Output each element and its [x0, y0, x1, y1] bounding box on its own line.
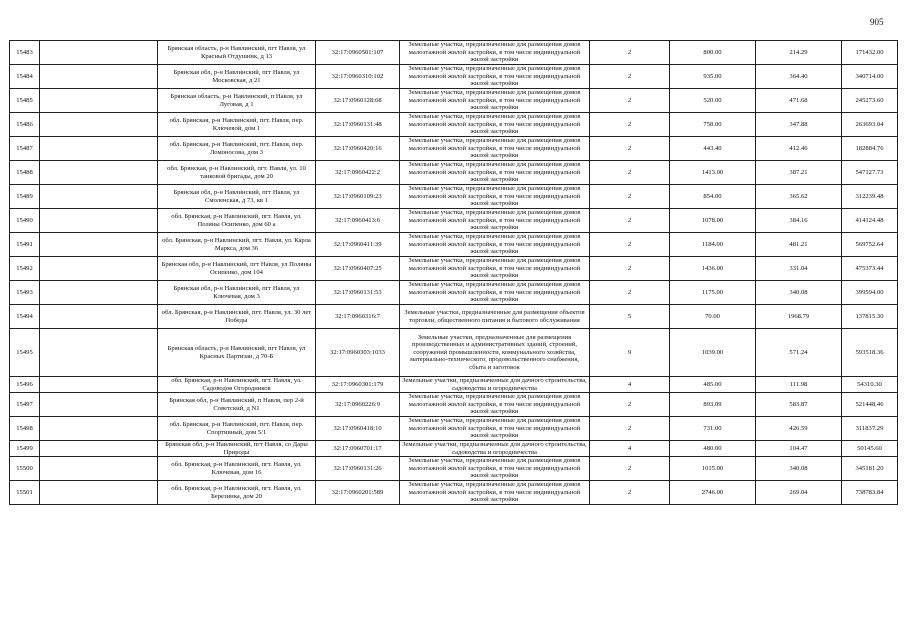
- table-cell-id: 15501: [10, 481, 40, 505]
- table-cell-cadastral-number: 32:17:0960131:48: [316, 113, 400, 137]
- table-cell-address: обл. Брянская, р-н Навлинский, пгт. Навля, ул. Карла Маркса, дом 36: [158, 233, 316, 257]
- table-cell-cadastral-value: 521448.46: [842, 393, 898, 417]
- table-cell-id: 15499: [10, 441, 40, 457]
- table-cell-empty: [40, 257, 158, 281]
- table-cell-cadastral-value: 340714.00: [842, 65, 898, 89]
- table-cell-id: 15483: [10, 41, 40, 65]
- table-cell-address: обл. Брянская, р-н Навлинский, пгт. Навля, ул. 30 лет Победы: [158, 305, 316, 329]
- table-cell-area: 758.00: [670, 113, 756, 137]
- table-cell-address: обл. Брянская, р-н Навлинский, пгт. Навля, пер. Ломоносова, дом 3: [158, 137, 316, 161]
- table-cell-category: 2: [590, 417, 670, 441]
- table-cell-unit-value: 340.08: [756, 457, 842, 481]
- table-cell-address: обл. Брянская, р-н Навлинский, пгт. Навля, ул. 10 танковой бригады, дом 20: [158, 161, 316, 185]
- table-cell-cadastral-number: 32:17:0960418:10: [316, 417, 400, 441]
- table-cell-permitted-use: Земельные участки, предназначенные для размещения домов малоэтажной жилой застройки, в том числе индивидуальной жилой застройки: [400, 209, 590, 233]
- land-registry-table: [9, 40, 898, 505]
- table-cell-cadastral-value: 182884.76: [842, 137, 898, 161]
- table-cell-category: 2: [590, 113, 670, 137]
- table-row: [10, 89, 898, 113]
- table-cell-permitted-use: Земельные участки, предназначенные для размещения домов малоэтажной жилой застройки, в том числе индивидуальной жилой застройки: [400, 257, 590, 281]
- table-cell-cadastral-value: 311837.29: [842, 417, 898, 441]
- table-cell-category: 2: [590, 89, 670, 113]
- table-cell-area: 1015.00: [670, 457, 756, 481]
- table-cell-category: 2: [590, 481, 670, 505]
- table-cell-address: Брянская обл, р-н Навлинский, пгт Навля, ул Московская, д 21: [158, 65, 316, 89]
- table-cell-permitted-use: Земельные участки, предназначенные для размещения домов малоэтажной жилой застройки, в том числе индивидуальной жилой застройки: [400, 41, 590, 65]
- table-cell-cadastral-value: 475373.44: [842, 257, 898, 281]
- table-cell-id: 15495: [10, 329, 40, 377]
- table-row: [10, 281, 898, 305]
- table-cell-area: 485.00: [670, 377, 756, 393]
- table-cell-empty: [40, 329, 158, 377]
- table-cell-area: 800.00: [670, 41, 756, 65]
- table-row: [10, 393, 898, 417]
- page-number: 905: [870, 17, 884, 27]
- table-cell-cadastral-number: 32:17:0960407:25: [316, 257, 400, 281]
- table-cell-id: 15489: [10, 185, 40, 209]
- table-cell-cadastral-number: 32:17:0960301:179: [316, 377, 400, 393]
- table-cell-address: Брянская область, р-н Навлинский, пгт Навля, ул Красных Партизан, д 70-Б: [158, 329, 316, 377]
- table-cell-empty: [40, 305, 158, 329]
- table-row: [10, 233, 898, 257]
- table-cell-permitted-use: Земельные участки, предназначенные для размещения домов малоэтажной жилой застройки, в том числе индивидуальной жилой застройки: [400, 481, 590, 505]
- table-cell-cadastral-value: 137815.30: [842, 305, 898, 329]
- table-cell-cadastral-number: 32:17:0960201:589: [316, 481, 400, 505]
- table-cell-cadastral-number: 32:17:0960226:9: [316, 393, 400, 417]
- table-cell-category: 2: [590, 161, 670, 185]
- table-cell-permitted-use: Земельные участки, предназначенные для размещения домов малоэтажной жилой застройки, в том числе индивидуальной жилой застройки: [400, 113, 590, 137]
- table-cell-id: 15494: [10, 305, 40, 329]
- table-cell-unit-value: 111.98: [756, 377, 842, 393]
- table-cell-address: обл. Брянская, р-н Навлинский, пгт. Навля, ул. Поляны Осипенко, дом 60 а: [158, 209, 316, 233]
- table-cell-unit-value: 1968.79: [756, 305, 842, 329]
- table-row: [10, 161, 898, 185]
- table-cell-permitted-use: Земельные участки, предназначенные для размещения объектов торговли, общественного питания и бытового обслуживания: [400, 305, 590, 329]
- table-row: [10, 457, 898, 481]
- table-cell-unit-value: 269.04: [756, 481, 842, 505]
- table-cell-unit-value: 412.46: [756, 137, 842, 161]
- table-cell-permitted-use: Земельные участки, предназначенные для размещения домов малоэтажной жилой застройки, в том числе индивидуальной жилой застройки: [400, 233, 590, 257]
- table-cell-permitted-use: Земельные участки, предназначенные для дачного строительства, садоводства и огородничества: [400, 377, 590, 393]
- table-cell-category: 9: [590, 329, 670, 377]
- table-cell-area: 1175.00: [670, 281, 756, 305]
- table-cell-cadastral-number: 32:17:0960128:68: [316, 89, 400, 113]
- table-cell-permitted-use: Земельные участки, предназначенные для размещения домов малоэтажной жилой застройки, в том числе индивидуальной жилой застройки: [400, 417, 590, 441]
- table-cell-empty: [40, 185, 158, 209]
- table-cell-id: 15488: [10, 161, 40, 185]
- table-cell-unit-value: 347.88: [756, 113, 842, 137]
- table-row: [10, 41, 898, 65]
- table-cell-id: 15490: [10, 209, 40, 233]
- table-cell-permitted-use: Земельные участки, предназначенные для размещения домов малоэтажной жилой застройки, в том числе индивидуальной жилой застройки: [400, 393, 590, 417]
- table-cell-address: Брянская обл, р-н Навлинский, п Навля, пер 2-й Советский, д N1: [158, 393, 316, 417]
- table-cell-empty: [40, 65, 158, 89]
- table-cell-unit-value: 331.04: [756, 257, 842, 281]
- table-cell-id: 15497: [10, 393, 40, 417]
- table-cell-cadastral-value: 547127.73: [842, 161, 898, 185]
- table-cell-category: 2: [590, 257, 670, 281]
- table-cell-cadastral-number: 32:17:0960422:2: [316, 161, 400, 185]
- table-cell-unit-value: 340.08: [756, 281, 842, 305]
- table-cell-area: 893.09: [670, 393, 756, 417]
- table-cell-area: 443.40: [670, 137, 756, 161]
- table-cell-cadastral-value: 54310.30: [842, 377, 898, 393]
- table-row: [10, 185, 898, 209]
- table-cell-permitted-use: Земельные участки, предназначенные для размещения домов малоэтажной жилой застройки, в том числе индивидуальной жилой застройки: [400, 185, 590, 209]
- table-cell-unit-value: 365.62: [756, 185, 842, 209]
- table-cell-cadastral-number: 32:17:0960131:53: [316, 281, 400, 305]
- table-cell-category: 2: [590, 281, 670, 305]
- table-cell-unit-value: 426.59: [756, 417, 842, 441]
- table-cell-cadastral-value: 50145.60: [842, 441, 898, 457]
- table-cell-unit-value: 104.47: [756, 441, 842, 457]
- table-cell-permitted-use: Земельные участки, предназначенные для размещения домов малоэтажной жилой застройки, в том числе индивидуальной жилой застройки: [400, 457, 590, 481]
- table-cell-address: обл. Брянская, р-н Навлинский, пгт. Навля, ул. Березинка, дом 20: [158, 481, 316, 505]
- table-cell-cadastral-number: 32:17:0960109:23: [316, 185, 400, 209]
- table-row: [10, 417, 898, 441]
- table-cell-area: 2746.00: [670, 481, 756, 505]
- table-cell-address: обл. Брянская, р-н Навлинский, пгт. Навля, ул. Ключевая, дом 16: [158, 457, 316, 481]
- table-cell-cadastral-value: 312239.48: [842, 185, 898, 209]
- table-cell-category: 2: [590, 209, 670, 233]
- table-cell-cadastral-value: 569752.64: [842, 233, 898, 257]
- table-cell-id: 15485: [10, 89, 40, 113]
- table-cell-empty: [40, 233, 158, 257]
- table-cell-category: 2: [590, 137, 670, 161]
- table-cell-area: 1436.00: [670, 257, 756, 281]
- table-cell-cadastral-number: 32:17:0960413:6: [316, 209, 400, 233]
- table-cell-empty: [40, 393, 158, 417]
- table-cell-empty: [40, 377, 158, 393]
- table-cell-category: 5: [590, 305, 670, 329]
- table-cell-id: 15493: [10, 281, 40, 305]
- table-cell-area: 1413.00: [670, 161, 756, 185]
- table-cell-cadastral-number: 32:17:0960420:16: [316, 137, 400, 161]
- table-cell-category: 2: [590, 65, 670, 89]
- table-cell-unit-value: 481.21: [756, 233, 842, 257]
- table-cell-cadastral-number: 32:17:0960310:102: [316, 65, 400, 89]
- table-cell-empty: [40, 481, 158, 505]
- table-body: [10, 41, 898, 505]
- table-cell-empty: [40, 113, 158, 137]
- table-cell-permitted-use: Земельные участки, предназначенные для размещения домов малоэтажной жилой застройки, в том числе индивидуальной жилой застройки: [400, 161, 590, 185]
- table-cell-id: 15484: [10, 65, 40, 89]
- table-cell-empty: [40, 441, 158, 457]
- table-cell-area: 480.00: [670, 441, 756, 457]
- table-row: [10, 329, 898, 377]
- table-row: [10, 257, 898, 281]
- table-cell-cadastral-number: 32:17:0960303:1033: [316, 329, 400, 377]
- table-cell-permitted-use: Земельные участки, предназначенные для размещения домов малоэтажной жилой застройки, в том числе индивидуальной жилой застройки: [400, 65, 590, 89]
- table-row: [10, 137, 898, 161]
- table-cell-id: 15500: [10, 457, 40, 481]
- table-cell-address: обл. Брянская, р-н Навлинский, пгт. Навля, ул. Садоводов Огородников: [158, 377, 316, 393]
- table-cell-address: Брянская обл, р-н Навлинский, пгт Навля, со Дары Природы: [158, 441, 316, 457]
- table-cell-id: 15487: [10, 137, 40, 161]
- table-cell-address: обл. Брянская, р-н Навлинский, пгт. Навля, пер. Ключевой, дом 1: [158, 113, 316, 137]
- table-cell-permitted-use: Земельные участки, предназначенные для размещения производственных и административных зданий, строений, сооружений промышленности, коммунального хозяйства, материально-технического, продовольственного снабжения, сбыта и заготовок: [400, 329, 590, 377]
- table-cell-area: 1078.00: [670, 209, 756, 233]
- table-cell-category: 2: [590, 41, 670, 65]
- table-cell-area: 70.00: [670, 305, 756, 329]
- table-cell-category: 2: [590, 393, 670, 417]
- table-cell-empty: [40, 41, 158, 65]
- table-row: [10, 377, 898, 393]
- table-row: [10, 113, 898, 137]
- table-cell-permitted-use: Земельные участки, предназначенные для размещения домов малоэтажной жилой застройки, в том числе индивидуальной жилой застройки: [400, 89, 590, 113]
- table-cell-cadastral-number: 32:17:0960501:107: [316, 41, 400, 65]
- table-cell-area: 731.00: [670, 417, 756, 441]
- table-cell-unit-value: 384.16: [756, 209, 842, 233]
- table-cell-area: 1184.00: [670, 233, 756, 257]
- table-cell-category: 4: [590, 441, 670, 457]
- table-cell-id: 15496: [10, 377, 40, 393]
- table-cell-address: Брянская область, р-н Навлинский, пгт Навля, ул Красный Отдушник, д 13: [158, 41, 316, 65]
- table-cell-cadastral-value: 399594.00: [842, 281, 898, 305]
- table-cell-address: Брянская область, р-н Навлинский, п Навля, ул Луговая, д 1: [158, 89, 316, 113]
- table-cell-cadastral-number: 32:17:0960701:17: [316, 441, 400, 457]
- table-cell-empty: [40, 89, 158, 113]
- table-cell-empty: [40, 137, 158, 161]
- table-cell-cadastral-number: 32:17:0960411:39: [316, 233, 400, 257]
- table-cell-permitted-use: Земельные участки, предназначенные для размещения домов малоэтажной жилой застройки, в том числе индивидуальной жилой застройки: [400, 137, 590, 161]
- table-cell-cadastral-value: 593518.36: [842, 329, 898, 377]
- table-cell-address: Брянская обл, р-н Навлинский, пгт Навля, ул Поляны Осипенко, дом 104: [158, 257, 316, 281]
- table-cell-category: 4: [590, 377, 670, 393]
- table-row: [10, 441, 898, 457]
- table-cell-empty: [40, 417, 158, 441]
- table-cell-unit-value: 214.29: [756, 41, 842, 65]
- table-cell-cadastral-value: 263693.04: [842, 113, 898, 137]
- table-cell-unit-value: 387.21: [756, 161, 842, 185]
- table-cell-area: 935.00: [670, 65, 756, 89]
- table-cell-empty: [40, 457, 158, 481]
- table-cell-id: 15492: [10, 257, 40, 281]
- table-cell-address: обл. Брянская, р-н Навлинский, пгт. Навля, пер. Спортивный, дом 5/1: [158, 417, 316, 441]
- table-cell-cadastral-number: 32:17:0960131:26: [316, 457, 400, 481]
- table-cell-category: 2: [590, 185, 670, 209]
- table-cell-area: 520.00: [670, 89, 756, 113]
- table-cell-category: 2: [590, 233, 670, 257]
- table-cell-unit-value: 364.40: [756, 65, 842, 89]
- table-cell-cadastral-value: 345181.20: [842, 457, 898, 481]
- table-cell-unit-value: 471.68: [756, 89, 842, 113]
- table-cell-area: 854.00: [670, 185, 756, 209]
- table-cell-address: Брянская обл, р-н Навлинский, пгт Навля, ул Ключевая, дом 3: [158, 281, 316, 305]
- table-cell-cadastral-number: 32:17:0960316:7: [316, 305, 400, 329]
- table-cell-empty: [40, 209, 158, 233]
- table-cell-permitted-use: Земельные участки, предназначенные для размещения домов малоэтажной жилой застройки, в том числе индивидуальной жилой застройки: [400, 281, 590, 305]
- table-cell-cadastral-value: 738783.84: [842, 481, 898, 505]
- table-row: [10, 305, 898, 329]
- table-cell-cadastral-value: 171432.00: [842, 41, 898, 65]
- table-cell-unit-value: 583.87: [756, 393, 842, 417]
- table-cell-address: Брянская обл, р-н Навлинский, пгт Навля, ул Смоленская, д 73, кв 1: [158, 185, 316, 209]
- table-row: [10, 481, 898, 505]
- table-cell-id: 15491: [10, 233, 40, 257]
- table-cell-area: 1039.00: [670, 329, 756, 377]
- table-cell-empty: [40, 281, 158, 305]
- table-row: [10, 209, 898, 233]
- table-cell-unit-value: 571.24: [756, 329, 842, 377]
- table-cell-permitted-use: Земельные участки, предназначенные для дачного строительства, садоводства и огородничества: [400, 441, 590, 457]
- table-cell-empty: [40, 161, 158, 185]
- table-cell-id: 15498: [10, 417, 40, 441]
- table-row: [10, 65, 898, 89]
- table-cell-cadastral-value: 414124.48: [842, 209, 898, 233]
- table-cell-id: 15486: [10, 113, 40, 137]
- table-cell-cadastral-value: 245273.60: [842, 89, 898, 113]
- table-cell-category: 2: [590, 457, 670, 481]
